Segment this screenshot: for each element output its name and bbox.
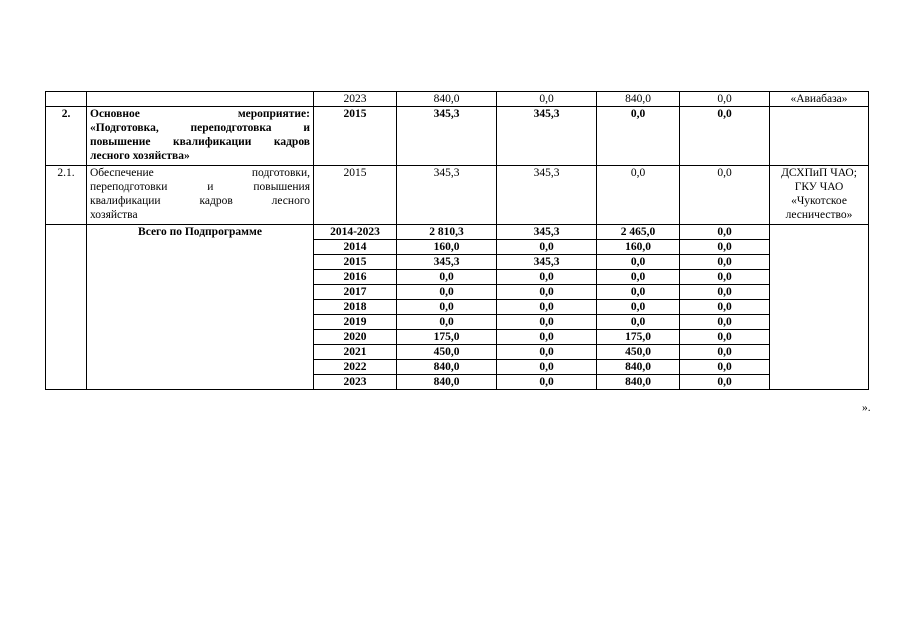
name-cell: [87, 92, 314, 107]
item-number: 2.1.: [46, 166, 87, 225]
year-cell: 2015: [314, 107, 397, 166]
value-cell: 0,0: [397, 270, 497, 285]
num-cell: [46, 225, 87, 390]
value-cell: 175,0: [397, 330, 497, 345]
program-table: [45, 91, 869, 390]
value-cell: 0,0: [597, 285, 680, 300]
executor-line: ДСХПиП ЧАО;: [781, 167, 857, 179]
title-line: квалификации кадров лесного: [90, 195, 310, 207]
executor-cell: «Авиабаза»: [770, 92, 869, 107]
value-cell: 345,3: [497, 166, 597, 225]
executor-line: «Чукотское: [791, 195, 847, 207]
value-cell: 0,0: [680, 225, 770, 240]
total-label: Всего по Подпрограмме: [87, 225, 314, 390]
value-cell: 840,0: [397, 92, 497, 107]
value-cell: 0,0: [497, 285, 597, 300]
value-cell: 160,0: [397, 240, 497, 255]
value-cell: 0,0: [497, 270, 597, 285]
title-line: лесного хозяйства»: [90, 150, 190, 162]
year-cell: 2014-2023: [314, 225, 397, 240]
executor-line: ГКУ ЧАО: [794, 181, 844, 193]
year-cell: 2022: [314, 360, 397, 375]
year-cell: 2023: [314, 92, 397, 107]
value-cell: 0,0: [497, 92, 597, 107]
table-row: [46, 107, 869, 166]
value-cell: 345,3: [397, 107, 497, 166]
year-cell: 2016: [314, 270, 397, 285]
title-line: Обеспечение подготовки,: [90, 167, 310, 179]
value-cell: 345,3: [397, 166, 497, 225]
executor-cell: [770, 107, 869, 166]
value-cell: 2 465,0: [597, 225, 680, 240]
value-cell: 0,0: [597, 315, 680, 330]
value-cell: 0,0: [680, 285, 770, 300]
value-cell: 0,0: [680, 300, 770, 315]
value-cell: 345,3: [497, 107, 597, 166]
num-cell: [46, 92, 87, 107]
value-cell: 0,0: [597, 255, 680, 270]
value-cell: 840,0: [397, 360, 497, 375]
value-cell: 0,0: [680, 107, 770, 166]
year-cell: 2019: [314, 315, 397, 330]
value-cell: 0,0: [497, 360, 597, 375]
item-title: [87, 107, 314, 166]
value-cell: 345,3: [497, 225, 597, 240]
executor-line: лесничество»: [785, 209, 853, 221]
value-cell: 0,0: [497, 315, 597, 330]
value-cell: 0,0: [397, 315, 497, 330]
value-cell: 0,0: [680, 92, 770, 107]
value-cell: 0,0: [597, 300, 680, 315]
title-line: хозяйства: [90, 209, 138, 221]
year-cell: 2017: [314, 285, 397, 300]
value-cell: 2 810,3: [397, 225, 497, 240]
table-row: [46, 92, 869, 107]
value-cell: 0,0: [597, 166, 680, 225]
value-cell: 840,0: [397, 375, 497, 390]
value-cell: 0,0: [680, 345, 770, 360]
value-cell: 0,0: [680, 315, 770, 330]
value-cell: 345,3: [397, 255, 497, 270]
year-cell: 2015: [314, 166, 397, 225]
closing-quote-mark: ».: [862, 402, 871, 414]
item-title: [87, 166, 314, 225]
value-cell: 0,0: [680, 255, 770, 270]
value-cell: 0,0: [497, 240, 597, 255]
value-cell: 0,0: [680, 240, 770, 255]
value-cell: 175,0: [597, 330, 680, 345]
value-cell: 0,0: [597, 107, 680, 166]
executor-cell: [770, 166, 869, 225]
value-cell: 0,0: [597, 270, 680, 285]
total-row: [46, 225, 869, 240]
title-line: переподготовки и повышения: [90, 181, 310, 193]
value-cell: 0,0: [497, 330, 597, 345]
title-line: повышение квалификации кадров: [90, 136, 310, 148]
value-cell: 0,0: [497, 300, 597, 315]
value-cell: 0,0: [680, 360, 770, 375]
value-cell: 345,3: [497, 255, 597, 270]
year-cell: 2015: [314, 255, 397, 270]
value-cell: 0,0: [397, 300, 497, 315]
value-cell: 0,0: [397, 285, 497, 300]
value-cell: 0,0: [680, 375, 770, 390]
title-line: Основное мероприятие:: [90, 108, 310, 120]
executor-cell: [770, 225, 869, 390]
table-row: [46, 166, 869, 225]
value-cell: 0,0: [497, 345, 597, 360]
value-cell: 840,0: [597, 360, 680, 375]
value-cell: 0,0: [680, 166, 770, 225]
value-cell: 0,0: [680, 270, 770, 285]
year-cell: 2023: [314, 375, 397, 390]
year-cell: 2020: [314, 330, 397, 345]
value-cell: 0,0: [497, 375, 597, 390]
year-cell: 2014: [314, 240, 397, 255]
value-cell: 450,0: [397, 345, 497, 360]
year-cell: 2021: [314, 345, 397, 360]
year-cell: 2018: [314, 300, 397, 315]
item-number: 2.: [46, 107, 87, 166]
value-cell: 840,0: [597, 375, 680, 390]
value-cell: 0,0: [680, 330, 770, 345]
value-cell: 450,0: [597, 345, 680, 360]
value-cell: 160,0: [597, 240, 680, 255]
value-cell: 840,0: [597, 92, 680, 107]
title-line: «Подготовка, переподготовка и: [90, 122, 310, 134]
